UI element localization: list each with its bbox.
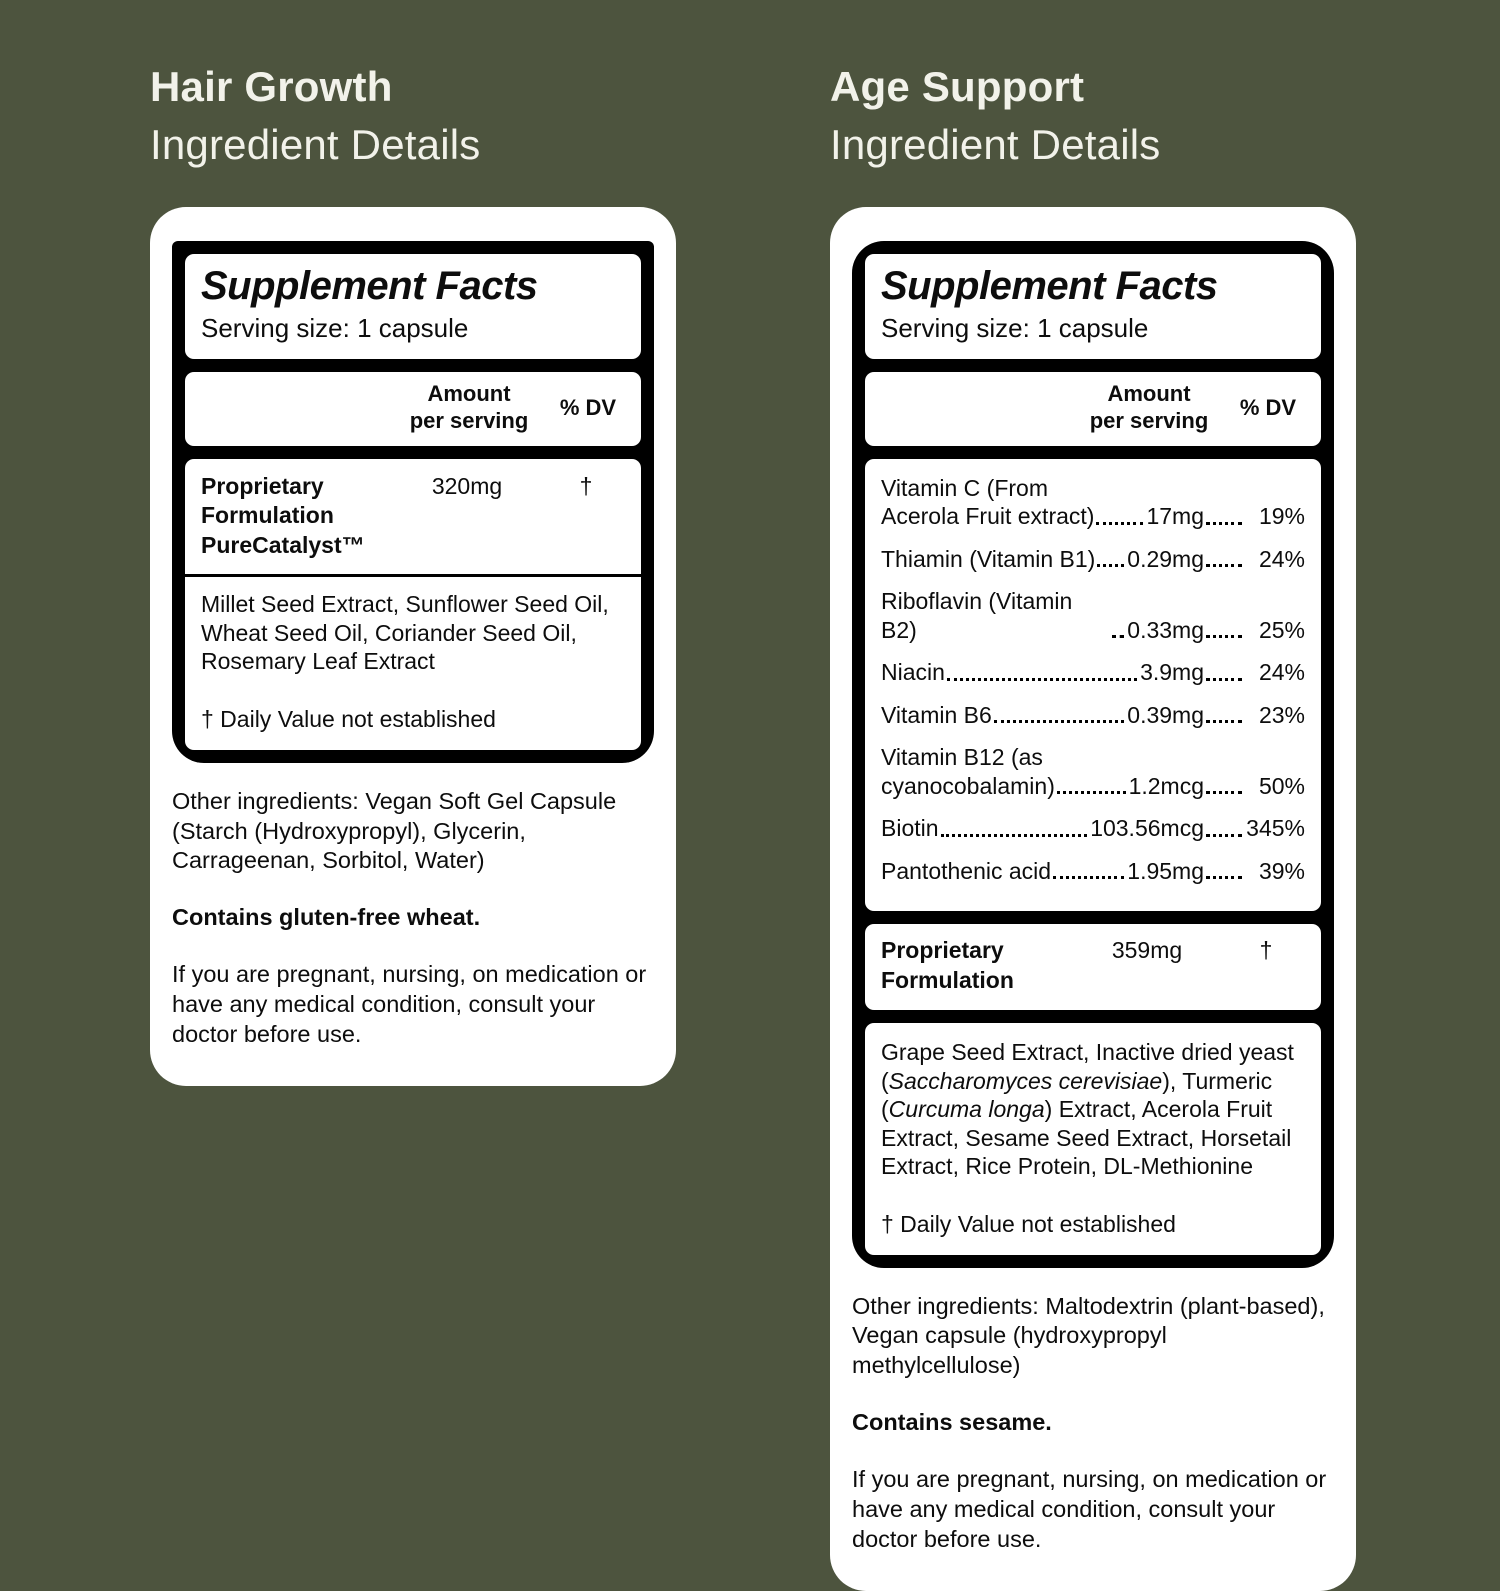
vitamin-row <box>881 743 1305 800</box>
blend-section <box>865 1023 1321 1255</box>
vitamin-row <box>881 814 1305 843</box>
serving-size-text: Serving size: 1 capsule <box>881 312 1149 343</box>
vitamin-dv: 19% <box>1258 503 1305 530</box>
hair-growth-column <box>150 58 676 1086</box>
dot-leader <box>1112 635 1124 638</box>
dot-leader <box>1053 876 1124 879</box>
vitamin-row <box>881 474 1305 531</box>
contains-statement: Contains gluten-free wheat. <box>172 904 481 931</box>
proprietary-row <box>865 924 1321 1010</box>
hair-growth-card <box>150 207 676 1086</box>
vitamin-name: Thiamin (Vitamin B1) <box>881 545 1096 572</box>
serving-size-text: Serving size: 1 capsule <box>201 312 469 343</box>
age-support-column <box>830 58 1356 1591</box>
proprietary-dv-dagger: † <box>1259 937 1273 964</box>
vitamin-amount: 0.33mg <box>1127 616 1204 643</box>
vitamin-amount: 1.95mg <box>1127 857 1204 884</box>
dot-leader <box>1206 876 1242 879</box>
age-support-title-line2: Ingredient Details <box>830 120 1161 168</box>
dot-leader <box>941 834 1088 837</box>
contains-statement: Contains sesame. <box>852 1409 1052 1436</box>
vitamin-name: Vitamin B12 (as cyanocobalamin) <box>881 744 1055 799</box>
vitamin-row <box>881 587 1305 644</box>
blend-text-segment: Grape Seed Extract, Inactive dried yeast ( <box>881 1039 1294 1094</box>
other-ingredients-text: Other ingredients: Maltodextrin (plant-based), Vegan capsule (hydroxypropyl methylcellulose) <box>852 1292 1325 1379</box>
vitamin-dv: 23% <box>1258 701 1305 728</box>
percent-dv-header: % DV <box>1239 394 1297 420</box>
vitamin-amount: 1.2mcg <box>1128 772 1204 799</box>
vitamin-dv: 50% <box>1258 772 1305 799</box>
vitamin-amount: 0.29mg <box>1127 545 1204 572</box>
dot-leader <box>1206 522 1242 525</box>
vitamin-amount: 0.39mg <box>1127 701 1204 728</box>
hair-growth-title-line1: Hair Growth <box>150 63 393 110</box>
vitamin-row <box>881 658 1305 687</box>
blend-text-segment: ) Extract, Acerola Fruit Extract, Sesame Seed Extract, Horsetail Extract, Rice Protein, DL-Methionine <box>881 1096 1292 1180</box>
vitamin-amount: 17mg <box>1146 503 1204 530</box>
vitamins-section <box>865 459 1321 912</box>
blend-text-segment: ), Turmeric ( <box>881 1067 1273 1123</box>
proprietary-name: Proprietary Formulation PureCatalyst™ <box>201 472 365 559</box>
dot-leader <box>947 678 1137 681</box>
facts-title-section <box>185 254 641 359</box>
amount-per-serving-header: Amount per serving <box>409 380 529 433</box>
age-support-title <box>830 58 1356 174</box>
amount-per-serving-header: Amount per serving <box>1089 380 1209 433</box>
vitamin-dv: 39% <box>1258 857 1305 884</box>
age-support-title-line1: Age Support <box>830 63 1085 110</box>
proprietary-name: Proprietary Formulation <box>881 937 1014 994</box>
supplement-facts-heading: Supplement Facts <box>201 263 538 308</box>
vitamin-dv: 345% <box>1246 815 1305 842</box>
vitamin-dv: 24% <box>1258 545 1305 572</box>
species-name-italic: Curcuma longa <box>888 1096 1045 1123</box>
species-name-italic: Saccharomyces cerevisiae <box>888 1067 1163 1094</box>
vitamin-dv: 25% <box>1258 616 1305 643</box>
dot-leader <box>1206 678 1242 681</box>
age-support-card <box>830 207 1356 1591</box>
column-header-spacer <box>199 381 389 435</box>
facts-column-header <box>185 372 641 446</box>
other-ingredients-text: Other ingredients: Vegan Soft Gel Capsule (Starch (Hydroxypropyl), Glycerin, Carrageenan, Sorbitol, Water) <box>172 787 617 874</box>
dot-leader <box>1096 522 1143 525</box>
vitamin-name: Biotin <box>881 815 939 842</box>
column-header-spacer <box>879 381 1069 435</box>
dot-leader <box>1206 635 1242 638</box>
vitamin-row <box>881 701 1305 730</box>
facts-title-section <box>865 254 1321 359</box>
blend-ingredients-text: Millet Seed Extract, Sunflower Seed Oil, Wheat Seed Oil, Coriander Seed Oil, Rosemary Leaf Extract <box>201 591 609 675</box>
dot-leader <box>994 720 1124 723</box>
hair-growth-title-line2: Ingredient Details <box>150 120 481 168</box>
percent-dv-header: % DV <box>559 394 617 420</box>
proprietary-row <box>201 472 625 562</box>
dot-leader <box>1206 834 1242 837</box>
facts-main-section <box>185 459 641 750</box>
dot-leader <box>1057 791 1126 794</box>
facts-column-header <box>865 372 1321 446</box>
vitamin-row <box>881 857 1305 886</box>
dot-leader <box>1206 791 1242 794</box>
vitamin-dv: 24% <box>1258 659 1305 686</box>
age-support-supplement-facts-panel <box>852 241 1334 1268</box>
proprietary-dv-dagger: † <box>579 472 593 499</box>
vitamin-name: Niacin <box>881 659 945 686</box>
vitamin-amount: 3.9mg <box>1140 659 1204 686</box>
vitamin-name: Vitamin B6 <box>881 701 992 728</box>
daily-value-note: † Daily Value not established <box>881 1210 1176 1237</box>
dot-leader <box>1206 564 1242 567</box>
vitamin-name: Vitamin C (From Acerola Fruit extract) <box>881 474 1095 530</box>
dot-leader <box>1097 564 1124 567</box>
supplement-facts-heading: Supplement Facts <box>881 263 1218 308</box>
vitamin-name: Pantothenic acid <box>881 857 1052 884</box>
hair-growth-title <box>150 58 676 174</box>
proprietary-amount: 320mg <box>431 472 503 499</box>
pregnancy-warning-text: If you are pregnant, nursing, on medication or have any medical condition, consult your doctor before use. <box>172 961 647 1047</box>
daily-value-note: † Daily Value not established <box>201 705 496 732</box>
pregnancy-warning-text: If you are pregnant, nursing, on medication or have any medical condition, consult your doctor before use. <box>852 1465 1327 1552</box>
blend-ingredients-text <box>881 1038 1305 1181</box>
vitamin-name: Riboflavin (Vitamin B2) <box>881 588 1073 643</box>
vitamin-row <box>881 545 1305 574</box>
vitamin-amount: 103.56mcg <box>1090 815 1204 842</box>
divider <box>185 574 641 577</box>
hair-growth-supplement-facts-panel <box>172 241 654 763</box>
proprietary-amount: 359mg <box>1111 937 1183 964</box>
dot-leader <box>1206 720 1242 723</box>
